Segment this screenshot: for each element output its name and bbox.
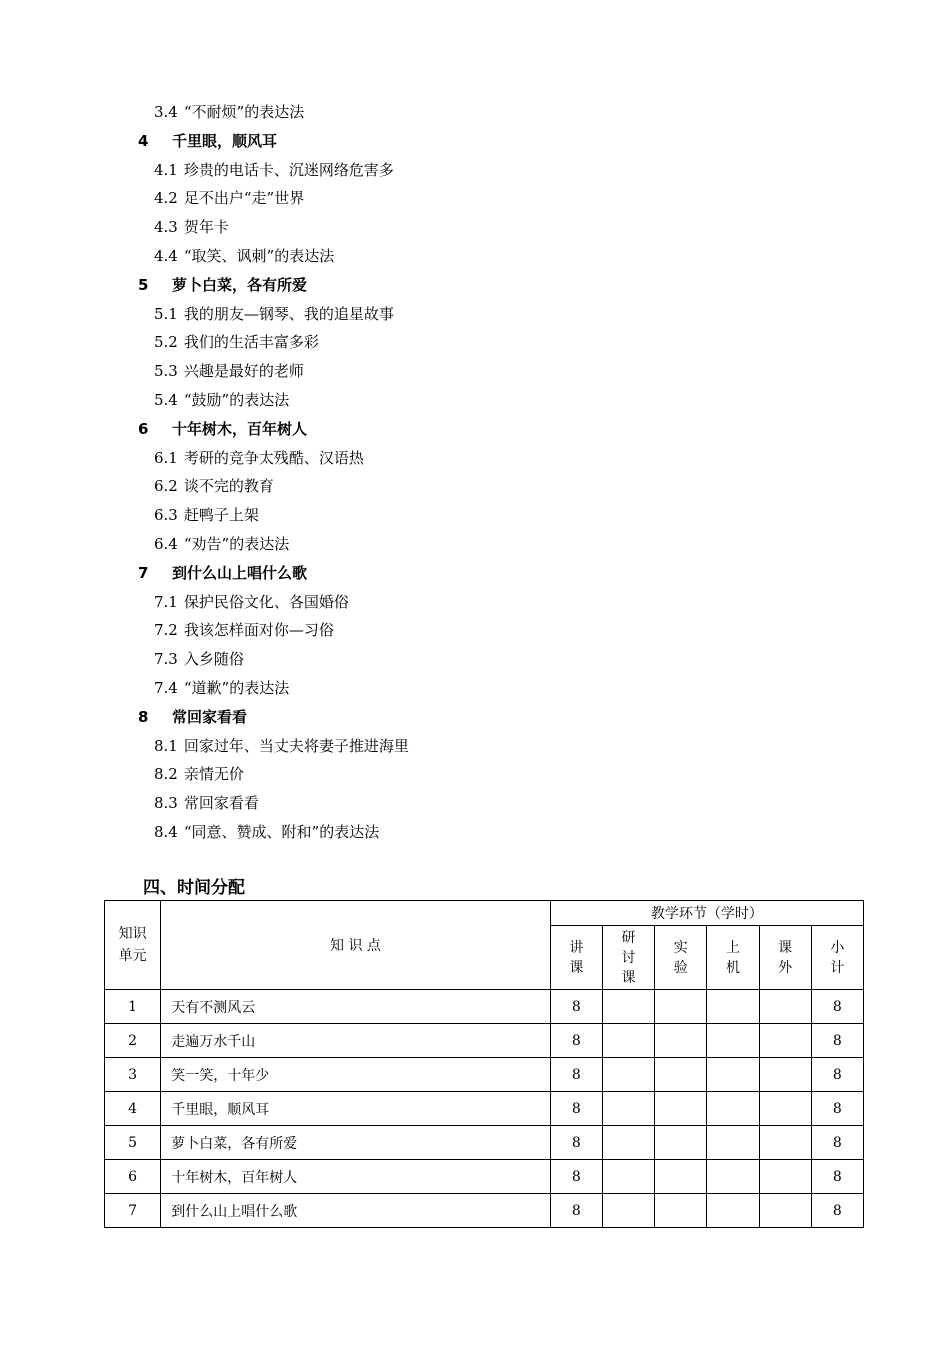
cell-point: 天有不测风云 — [161, 990, 551, 1024]
header-group: 教学环节（学时） — [550, 901, 863, 926]
sub-header-text: 讲课 — [569, 939, 584, 976]
outline-item — [0, 386, 952, 415]
outline-number: 8 — [138, 707, 149, 726]
sub-header-text: 小计 — [830, 939, 845, 976]
outline-text: “道歉”的表达法 — [183, 678, 290, 697]
cell-unit: 3 — [105, 1058, 161, 1092]
cell-total: 8 — [811, 1194, 863, 1228]
outline-number: 5.4 — [154, 390, 178, 409]
outline-text: 萝卜白菜，各有所爱 — [172, 275, 308, 294]
outline-text: 珍贵的电话卡、沉迷网络危害多 — [183, 160, 394, 179]
cell-unit: 1 — [105, 990, 161, 1024]
outline-item — [0, 184, 952, 213]
cell-total: 8 — [811, 1126, 863, 1160]
sub-header — [655, 926, 707, 990]
cell-lab — [655, 1126, 707, 1160]
sub-header — [811, 926, 863, 990]
cell-extra — [759, 1058, 811, 1092]
outline-item — [0, 501, 952, 530]
outline-item — [0, 645, 952, 674]
cell-lecture: 8 — [550, 1126, 602, 1160]
outline-number: 5 — [138, 275, 149, 294]
outline-number: 6.1 — [154, 448, 178, 467]
outline-item — [0, 98, 952, 127]
outline-unit-heading — [0, 559, 952, 588]
cell-point: 十年树木，百年树人 — [161, 1160, 551, 1194]
section-title: 四、时间分配 — [143, 878, 245, 898]
cell-seminar — [602, 1194, 654, 1228]
cell-point: 萝卜白菜，各有所爱 — [161, 1126, 551, 1160]
cell-computer — [707, 1058, 759, 1092]
cell-extra — [759, 1160, 811, 1194]
outline-text: 谈不完的教育 — [183, 477, 274, 496]
outline-number: 8.2 — [154, 765, 178, 784]
outline-number: 8.4 — [154, 822, 178, 841]
cell-extra — [759, 1092, 811, 1126]
cell-extra — [759, 1194, 811, 1228]
cell-computer — [707, 1024, 759, 1058]
outline-number: 3.4 — [154, 103, 178, 121]
table-row — [105, 1160, 864, 1194]
course-outline — [0, 98, 952, 847]
outline-text: 千里眼，顺风耳 — [172, 131, 278, 150]
outline-item — [0, 588, 952, 617]
cell-computer — [707, 1092, 759, 1126]
cell-lab — [655, 1024, 707, 1058]
outline-text: 到什么山上唱什么歌 — [172, 563, 308, 582]
outline-number: 5.2 — [154, 333, 178, 352]
header-unit — [105, 901, 161, 990]
outline-text: 回家过年、当丈夫将妻子推进海里 — [183, 736, 409, 755]
outline-text: 亲情无价 — [183, 765, 244, 784]
outline-number: 6.2 — [154, 477, 178, 496]
time-allocation-table — [104, 900, 864, 1228]
cell-unit: 4 — [105, 1092, 161, 1126]
cell-lab — [655, 1092, 707, 1126]
cell-lab — [655, 1160, 707, 1194]
outline-number: 4 — [138, 131, 149, 150]
cell-extra — [759, 1024, 811, 1058]
outline-number: 7.4 — [154, 678, 178, 697]
sub-header-text: 实验 — [673, 939, 688, 976]
outline-text: 入乡随俗 — [183, 650, 244, 669]
cell-total: 8 — [811, 1160, 863, 1194]
outline-text: 我们的生活丰富多彩 — [183, 333, 319, 352]
outline-text: 常回家看看 — [183, 794, 259, 813]
outline-unit-heading — [0, 703, 952, 732]
cell-unit: 5 — [105, 1126, 161, 1160]
outline-number: 8.3 — [154, 794, 178, 813]
cell-total: 8 — [811, 1024, 863, 1058]
outline-text: 保护民俗文化、各国婚俗 — [183, 592, 349, 611]
table-row — [105, 1024, 864, 1058]
cell-lecture: 8 — [550, 1092, 602, 1126]
cell-extra — [759, 1126, 811, 1160]
outline-text: “取笑、讽刺”的表达法 — [183, 246, 335, 265]
outline-unit-heading — [0, 127, 952, 156]
cell-point: 走遍万水千山 — [161, 1024, 551, 1058]
outline-item — [0, 732, 952, 761]
table-row — [105, 1126, 864, 1160]
cell-total: 8 — [811, 990, 863, 1024]
cell-lab — [655, 990, 707, 1024]
outline-text: 十年树木，百年树人 — [172, 419, 308, 438]
outline-item — [0, 530, 952, 559]
table-body — [105, 990, 864, 1228]
outline-text: 兴趣是最好的老师 — [183, 362, 304, 381]
outline-item — [0, 760, 952, 789]
sub-header — [602, 926, 654, 990]
outline-item — [0, 357, 952, 386]
sub-header-text: 课外 — [778, 939, 793, 976]
sub-header — [707, 926, 759, 990]
cell-seminar — [602, 1092, 654, 1126]
outline-text: “同意、赞成、附和”的表达法 — [183, 822, 380, 841]
outline-item — [0, 818, 952, 847]
outline-number: 4.4 — [154, 246, 178, 265]
table-row — [105, 1058, 864, 1092]
sub-header — [759, 926, 811, 990]
cell-seminar — [602, 990, 654, 1024]
outline-item — [0, 472, 952, 501]
outline-text: 常回家看看 — [172, 707, 248, 726]
outline-item — [0, 213, 952, 242]
outline-text: 足不出户“走”世界 — [183, 189, 305, 208]
outline-item — [0, 674, 952, 703]
cell-computer — [707, 1126, 759, 1160]
cell-seminar — [602, 1160, 654, 1194]
outline-text: 我的朋友—钢琴、我的追星故事 — [183, 304, 394, 323]
header-unit-text: 知识单元 — [118, 926, 147, 964]
sub-header-text: 上机 — [725, 939, 740, 976]
cell-lab — [655, 1194, 707, 1228]
cell-point: 千里眼，顺风耳 — [161, 1092, 551, 1126]
outline-unit-heading — [0, 271, 952, 300]
outline-number: 4.2 — [154, 189, 178, 208]
cell-lecture: 8 — [550, 1194, 602, 1228]
cell-lab — [655, 1058, 707, 1092]
table-row — [105, 1194, 864, 1228]
cell-lecture: 8 — [550, 1024, 602, 1058]
outline-item — [0, 616, 952, 645]
cell-point: 到什么山上唱什么歌 — [161, 1194, 551, 1228]
sub-header — [550, 926, 602, 990]
table-row — [105, 990, 864, 1024]
cell-point: 笑一笑，十年少 — [161, 1058, 551, 1092]
outline-number: 6.4 — [154, 534, 178, 553]
outline-item — [0, 789, 952, 818]
outline-text: “鼓励”的表达法 — [183, 390, 290, 409]
outline-unit-heading — [0, 415, 952, 444]
outline-item — [0, 300, 952, 329]
header-point: 知 识 点 — [161, 901, 551, 990]
cell-extra — [759, 990, 811, 1024]
table-row — [105, 1092, 864, 1126]
outline-text: 我该怎样面对你—习俗 — [183, 621, 334, 640]
cell-lecture: 8 — [550, 990, 602, 1024]
outline-item — [0, 328, 952, 357]
outline-number: 6 — [138, 419, 149, 438]
cell-seminar — [602, 1024, 654, 1058]
outline-item — [0, 156, 952, 185]
outline-text: 考研的竞争太残酷、汉语热 — [183, 448, 364, 467]
outline-text: 贺年卡 — [183, 218, 229, 237]
outline-text: “劝告”的表达法 — [183, 534, 290, 553]
cell-unit: 7 — [105, 1194, 161, 1228]
cell-computer — [707, 1194, 759, 1228]
outline-number: 5.1 — [154, 304, 178, 323]
outline-number: 7.1 — [154, 592, 178, 611]
cell-total: 8 — [811, 1092, 863, 1126]
cell-lecture: 8 — [550, 1160, 602, 1194]
outline-text: “不耐烦”的表达法 — [183, 103, 305, 121]
outline-number: 4.3 — [154, 218, 178, 237]
cell-lecture: 8 — [550, 1058, 602, 1092]
cell-total: 8 — [811, 1058, 863, 1092]
cell-unit: 2 — [105, 1024, 161, 1058]
outline-number: 7.2 — [154, 621, 178, 640]
cell-unit: 6 — [105, 1160, 161, 1194]
outline-item — [0, 242, 952, 271]
cell-computer — [707, 1160, 759, 1194]
outline-number: 7.3 — [154, 650, 178, 669]
sub-header-text: 研讨课 — [621, 929, 636, 986]
outline-number: 7 — [138, 563, 149, 582]
cell-seminar — [602, 1058, 654, 1092]
outline-text: 赶鸭子上架 — [183, 506, 259, 525]
outline-number: 5.3 — [154, 362, 178, 381]
outline-number: 4.1 — [154, 160, 178, 179]
outline-item — [0, 444, 952, 473]
outline-number: 6.3 — [154, 506, 178, 525]
cell-seminar — [602, 1126, 654, 1160]
cell-computer — [707, 990, 759, 1024]
outline-number: 8.1 — [154, 736, 178, 755]
